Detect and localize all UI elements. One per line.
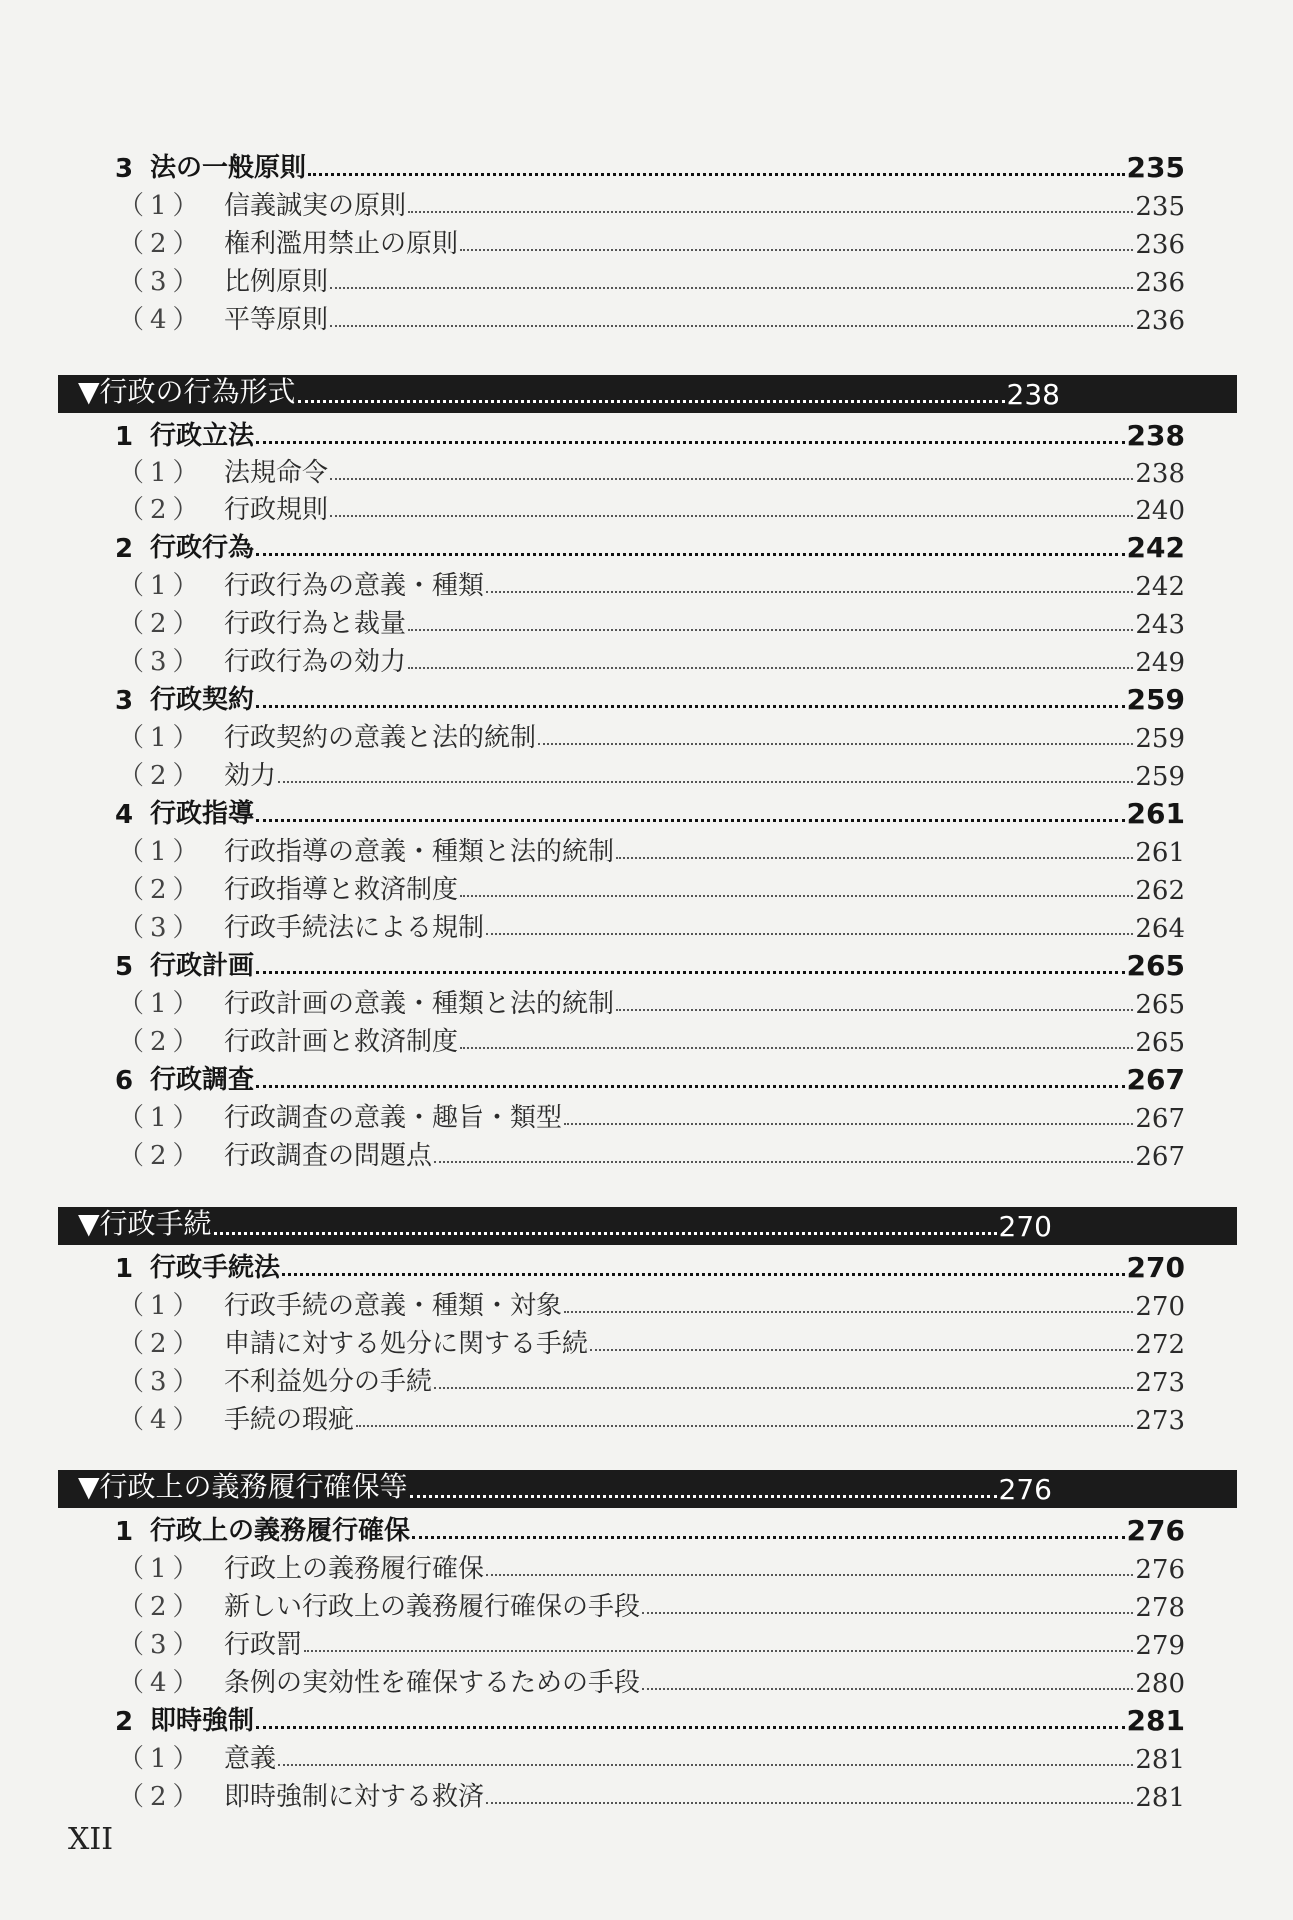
toc-heading <box>98 1248 1185 1284</box>
toc-item <box>118 1777 1185 1813</box>
dot-leader <box>256 440 1125 444</box>
toc-heading <box>98 680 1185 716</box>
dot-leader <box>590 1348 1133 1351</box>
dot-leader <box>282 1272 1125 1276</box>
dot-leader <box>308 172 1125 176</box>
toc-item <box>118 1362 1185 1398</box>
toc-number: （2） <box>118 1027 205 1057</box>
toc-title: ▼行政手続 <box>78 1207 212 1240</box>
page-number: 281 <box>1126 1704 1185 1737</box>
toc-heading <box>98 1060 1185 1096</box>
dot-leader <box>410 1494 997 1498</box>
dot-leader <box>278 780 1133 783</box>
toc-title: ▼行政上の義務履行確保等 <box>78 1470 408 1503</box>
dot-leader <box>642 1687 1133 1690</box>
page-number: 240 <box>1135 496 1185 526</box>
toc-title: 条例の実効性を確保するための手段 <box>224 1668 641 1698</box>
dot-leader <box>486 932 1133 935</box>
toc-number: 6 <box>114 1066 134 1096</box>
page-number: 259 <box>1135 724 1185 754</box>
dot-leader <box>330 514 1133 517</box>
page-number: 238 <box>1126 419 1185 452</box>
toc-item <box>118 642 1185 678</box>
toc-number: （1） <box>118 989 205 1019</box>
toc-number: （2） <box>118 609 205 639</box>
toc-title: 申請に対する処分に関する手続 <box>224 1329 589 1359</box>
toc-title: 手続の瑕疵 <box>224 1405 355 1435</box>
toc-number: 4 <box>114 800 134 830</box>
page-number: 243 <box>1135 610 1185 640</box>
toc-title: 信義誠実の原則 <box>224 191 407 221</box>
dot-leader <box>564 1310 1133 1313</box>
toc-number: （2） <box>118 1329 205 1359</box>
page-number: 265 <box>1135 1028 1185 1058</box>
toc-number: （1） <box>118 1291 205 1321</box>
page-number: 261 <box>1135 838 1185 868</box>
toc-number: （1） <box>118 571 205 601</box>
page-number: 235 <box>1126 151 1185 184</box>
toc-number: （4） <box>118 1405 205 1435</box>
page-number: 259 <box>1126 683 1185 716</box>
toc-title: 行政計画と救済制度 <box>224 1027 459 1057</box>
toc-item <box>118 453 1185 489</box>
dot-leader <box>434 1386 1133 1389</box>
page-number: 278 <box>1135 1593 1185 1623</box>
dot-leader <box>278 1763 1133 1766</box>
toc-number: （4） <box>118 1668 205 1698</box>
toc-number: （1） <box>118 1744 205 1774</box>
dot-leader <box>460 894 1133 897</box>
toc-title: 行政立法 <box>150 421 255 451</box>
dot-leader <box>298 399 1005 403</box>
dot-leader <box>214 1231 997 1235</box>
toc-heading <box>98 1511 1185 1547</box>
dot-leader <box>408 666 1133 669</box>
section-header <box>58 1207 1237 1245</box>
page-number: 267 <box>1126 1063 1185 1096</box>
page-number: 236 <box>1135 306 1185 336</box>
toc-title: 行政指導と救済制度 <box>224 875 459 905</box>
toc-title: 行政調査の意義・趣旨・類型 <box>224 1103 563 1133</box>
toc-title: 行政契約の意義と法的統制 <box>224 723 537 753</box>
toc-title: 行政手続の意義・種類・対象 <box>224 1291 563 1321</box>
page-number: 265 <box>1126 949 1185 982</box>
page-number: 272 <box>1135 1330 1185 1360</box>
page-number: 265 <box>1135 990 1185 1020</box>
toc-heading <box>98 528 1185 564</box>
dot-leader <box>486 1573 1133 1576</box>
dot-leader <box>616 856 1133 859</box>
dot-leader <box>330 286 1133 289</box>
toc-item <box>118 566 1185 602</box>
toc-number: （2） <box>118 495 205 525</box>
toc-title: 平等原則 <box>224 305 329 335</box>
toc-heading <box>98 946 1185 982</box>
toc-item <box>118 1739 1185 1775</box>
toc-number: （1） <box>118 723 205 753</box>
toc-number: 5 <box>114 952 134 982</box>
page-number: 261 <box>1126 797 1185 830</box>
toc-item <box>118 1286 1185 1322</box>
toc-title: 行政調査の問題点 <box>224 1141 433 1171</box>
toc-number: 2 <box>114 534 134 564</box>
toc-title: 行政計画 <box>150 951 255 981</box>
page-number: 236 <box>1135 268 1185 298</box>
toc-title: 即時強制 <box>150 1706 255 1736</box>
dot-leader <box>330 477 1133 480</box>
dot-leader <box>356 1424 1133 1427</box>
page-number: 279 <box>1135 1631 1185 1661</box>
page-number: 238 <box>1135 459 1185 489</box>
page-number: 259 <box>1135 762 1185 792</box>
toc-title: 行政規則 <box>224 495 329 525</box>
dot-leader <box>434 1160 1133 1163</box>
toc-number: （4） <box>118 305 205 335</box>
toc-number: （3） <box>118 267 205 297</box>
toc-title: 新しい行政上の義務履行確保の手段 <box>224 1592 641 1622</box>
page-number: 267 <box>1135 1104 1185 1134</box>
toc-item <box>118 186 1185 222</box>
toc-title: 行政行為 <box>150 533 255 563</box>
dot-leader <box>256 818 1125 822</box>
toc-title: 法の一般原則 <box>150 153 307 183</box>
toc-number: （1） <box>118 191 205 221</box>
toc-item <box>118 984 1185 1020</box>
toc-item <box>118 1098 1185 1134</box>
toc-item <box>118 300 1185 336</box>
page-number: 280 <box>1135 1669 1185 1699</box>
toc-heading <box>98 794 1185 830</box>
dot-leader <box>256 552 1125 556</box>
toc-number: （2） <box>118 875 205 905</box>
toc-number: 1 <box>114 422 134 452</box>
toc-title: ▼行政の行為形式 <box>78 375 296 408</box>
page-number: 262 <box>1135 876 1185 906</box>
toc-title: 法規命令 <box>224 458 329 488</box>
toc-number: 3 <box>114 154 134 184</box>
dot-leader <box>642 1611 1133 1614</box>
page-number: 270 <box>998 1210 1052 1243</box>
toc-title: 行政行為と裁量 <box>224 609 407 639</box>
toc-item <box>118 756 1185 792</box>
toc-number: （2） <box>118 1141 205 1171</box>
toc-number: （3） <box>118 1367 205 1397</box>
dot-leader <box>412 1535 1125 1539</box>
dot-leader <box>256 704 1125 708</box>
toc-number: （2） <box>118 761 205 791</box>
dot-leader <box>408 628 1133 631</box>
page-number: 270 <box>1135 1292 1185 1322</box>
toc-item <box>118 870 1185 906</box>
dot-leader <box>408 210 1133 213</box>
toc-item <box>118 1663 1185 1699</box>
dot-leader <box>256 1084 1125 1088</box>
toc-item <box>118 1625 1185 1661</box>
toc-title: 権利濫用禁止の原則 <box>224 229 459 259</box>
page-number: 273 <box>1135 1406 1185 1436</box>
page-number: 267 <box>1135 1142 1185 1172</box>
toc-item <box>118 908 1185 944</box>
toc-number: （3） <box>118 647 205 677</box>
page-number: 273 <box>1135 1368 1185 1398</box>
toc-title: 比例原則 <box>224 267 329 297</box>
dot-leader <box>256 970 1125 974</box>
toc-number: （1） <box>118 837 205 867</box>
page-number: 264 <box>1135 914 1185 944</box>
dot-leader <box>486 1801 1133 1804</box>
page-number: 236 <box>1135 230 1185 260</box>
toc-number: （3） <box>118 913 205 943</box>
dot-leader <box>486 590 1133 593</box>
toc-item <box>118 604 1185 640</box>
toc-number: 3 <box>114 686 134 716</box>
toc-title: 行政上の義務履行確保 <box>224 1554 485 1584</box>
toc-heading <box>98 148 1185 184</box>
toc-title: 行政手続法 <box>150 1253 281 1283</box>
section-header <box>58 375 1237 413</box>
toc-title: 行政行為の意義・種類 <box>224 571 485 601</box>
toc-number: （2） <box>118 1782 205 1812</box>
page-number: 242 <box>1126 531 1185 564</box>
page-number: 270 <box>1126 1251 1185 1284</box>
dot-leader <box>616 1008 1133 1011</box>
toc-item <box>118 1549 1185 1585</box>
toc-item <box>118 1400 1185 1436</box>
toc-heading <box>98 1701 1185 1737</box>
dot-leader <box>460 1046 1133 1049</box>
toc-item <box>118 224 1185 260</box>
toc-title: 行政罰 <box>224 1630 303 1660</box>
toc-item <box>118 1324 1185 1360</box>
toc-title: 効力 <box>224 761 277 791</box>
toc-number: （3） <box>118 1630 205 1660</box>
dot-leader <box>330 324 1133 327</box>
toc-item <box>118 832 1185 868</box>
dot-leader <box>538 742 1133 745</box>
toc-number: （1） <box>118 1554 205 1584</box>
toc-number: （1） <box>118 1103 205 1133</box>
toc-number: （2） <box>118 229 205 259</box>
page-number: 281 <box>1135 1745 1185 1775</box>
page-folio: XII <box>68 1822 114 1857</box>
toc-heading <box>98 416 1185 452</box>
toc-title: 行政手続法による規制 <box>224 913 485 943</box>
dot-leader <box>460 248 1133 251</box>
toc-number: 1 <box>114 1517 134 1547</box>
toc-item <box>118 262 1185 298</box>
toc-item <box>118 1022 1185 1058</box>
page-number: 281 <box>1135 1783 1185 1813</box>
toc-number: （2） <box>118 1592 205 1622</box>
dot-leader <box>304 1649 1133 1652</box>
toc-item <box>118 1587 1185 1623</box>
toc-title: 行政上の義務履行確保 <box>150 1516 411 1546</box>
toc-item <box>118 1136 1185 1172</box>
page-number: 235 <box>1135 192 1185 222</box>
dot-leader <box>256 1725 1125 1729</box>
page-number: 276 <box>998 1473 1052 1506</box>
page-number: 242 <box>1135 572 1185 602</box>
toc-item <box>118 718 1185 754</box>
page-number: 276 <box>1135 1555 1185 1585</box>
dot-leader <box>564 1122 1133 1125</box>
toc-number: （1） <box>118 458 205 488</box>
toc-number: 1 <box>114 1254 134 1284</box>
toc-title: 行政契約 <box>150 685 255 715</box>
toc-title: 不利益処分の手続 <box>224 1367 433 1397</box>
page-number: 249 <box>1135 648 1185 678</box>
toc-title: 意義 <box>224 1744 277 1774</box>
toc-title: 行政計画の意義・種類と法的統制 <box>224 989 615 1019</box>
toc-title: 即時強制に対する救済 <box>224 1782 485 1812</box>
toc-title: 行政調査 <box>150 1065 255 1095</box>
toc-title: 行政指導の意義・種類と法的統制 <box>224 837 615 867</box>
page-number: 276 <box>1126 1514 1185 1547</box>
page-number: 238 <box>1006 378 1060 411</box>
toc-number: 2 <box>114 1707 134 1737</box>
toc-title: 行政指導 <box>150 799 255 829</box>
toc-title: 行政行為の効力 <box>224 647 407 677</box>
section-header <box>58 1470 1237 1508</box>
toc-item <box>118 490 1185 526</box>
